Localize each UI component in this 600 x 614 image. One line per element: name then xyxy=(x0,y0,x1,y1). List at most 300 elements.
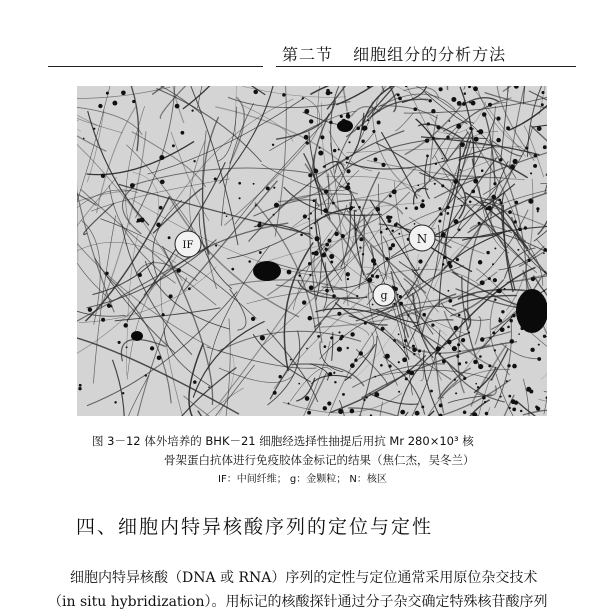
body-line-2: （in situ hybridization）。用标记的核酸探针通过分子杂交确定特殊核苷酸序列 xyxy=(48,594,548,610)
gold-particle xyxy=(374,392,379,397)
gold-particle xyxy=(412,345,415,348)
gold-particle xyxy=(435,163,437,165)
gold-particle xyxy=(524,226,527,229)
gold-particle xyxy=(407,314,409,316)
gold-particle xyxy=(338,149,340,151)
gold-particle xyxy=(317,335,320,338)
gold-particle xyxy=(517,249,519,251)
gold-particle xyxy=(305,396,310,401)
gold-particle xyxy=(132,100,135,103)
gold-particle xyxy=(193,380,197,384)
gold-particle xyxy=(359,351,363,355)
gold-particle xyxy=(413,353,415,355)
gold-particle xyxy=(425,138,429,142)
gold-particle xyxy=(446,205,450,209)
gold-particle xyxy=(290,359,292,361)
section-title: 细胞组分的分析方法 xyxy=(353,45,507,64)
gold-particle xyxy=(114,401,116,403)
gold-particle xyxy=(543,335,546,338)
figure-caption xyxy=(92,432,562,489)
gold-particle xyxy=(324,345,327,348)
gold-particle xyxy=(534,154,538,158)
gold-particle xyxy=(530,348,534,352)
gold-particle xyxy=(323,406,327,410)
gold-particle xyxy=(530,172,532,174)
gold-particle xyxy=(477,130,479,132)
gold-particle xyxy=(398,334,400,336)
gold-particle xyxy=(339,337,342,340)
gold-particle xyxy=(112,101,117,106)
gold-particle xyxy=(347,278,349,280)
gold-particle xyxy=(356,126,360,130)
caption-line-1: 图 3－12 体外培养的 BHK－21 细胞经选择性抽提后用抗 Mr 280×10³ 核 xyxy=(92,434,474,448)
gold-particle xyxy=(214,177,217,180)
gold-particle xyxy=(452,346,457,351)
gold-particle xyxy=(309,285,314,290)
gold-particle xyxy=(442,263,445,266)
gold-particle xyxy=(447,290,449,292)
gold-particle xyxy=(188,287,191,290)
gold-particle xyxy=(327,401,331,405)
gold-particle xyxy=(398,391,400,393)
gold-particle xyxy=(303,214,307,218)
gold-particle xyxy=(389,247,393,251)
gold-particle xyxy=(500,396,502,398)
gold-particle xyxy=(372,304,374,306)
gold-particle xyxy=(412,347,417,352)
gold-particle xyxy=(302,300,306,304)
gold-particle xyxy=(531,277,535,281)
gold-particle xyxy=(474,137,479,142)
gold-particle xyxy=(306,141,309,144)
gold-particle xyxy=(330,261,333,264)
gold-particle xyxy=(322,253,327,258)
gold-particle xyxy=(446,212,449,215)
gold-particle xyxy=(380,231,383,234)
gold-particle xyxy=(458,362,461,365)
gold-particle xyxy=(536,207,539,210)
gold-particle xyxy=(253,90,258,95)
gold-particle xyxy=(169,294,173,298)
gold-particle xyxy=(494,247,496,249)
gold-particle xyxy=(405,207,407,209)
gold-particle xyxy=(366,296,368,298)
gold-particle xyxy=(500,327,505,332)
gold-particle xyxy=(537,210,539,212)
gold-particle xyxy=(224,212,226,214)
gold-particle xyxy=(391,243,395,247)
gold-particle xyxy=(511,316,513,318)
gold-particle xyxy=(337,312,341,316)
gold-particle xyxy=(510,339,515,344)
gold-particle xyxy=(288,403,290,405)
gold-particle xyxy=(325,243,329,247)
gold-particle xyxy=(509,407,511,409)
gold-particle xyxy=(315,236,320,241)
dense-aggregate xyxy=(131,331,143,341)
gold-particle xyxy=(327,239,331,243)
gold-particle xyxy=(478,260,482,264)
gold-particle xyxy=(323,208,328,213)
gold-particle xyxy=(541,103,544,106)
gold-particle xyxy=(473,179,478,184)
gold-particle xyxy=(298,383,300,385)
gold-particle xyxy=(394,223,398,227)
gold-particle xyxy=(101,174,105,178)
gold-particle xyxy=(377,121,381,125)
gold-particle xyxy=(176,268,181,273)
gold-particle xyxy=(442,359,446,363)
gold-particle xyxy=(468,332,470,334)
gold-particle xyxy=(514,220,517,223)
gold-particle xyxy=(381,327,385,331)
gold-particle xyxy=(407,370,411,374)
gold-particle xyxy=(449,120,451,122)
gold-particle xyxy=(101,318,105,322)
gold-particle xyxy=(334,381,336,383)
gold-particle xyxy=(387,219,391,223)
gold-particle xyxy=(314,169,319,174)
gold-particle xyxy=(418,259,422,263)
gold-particle xyxy=(333,149,336,152)
gold-particle xyxy=(460,142,465,147)
gold-particle xyxy=(310,227,312,229)
gold-particle xyxy=(453,179,458,184)
gold-particle xyxy=(139,302,141,304)
gold-particle xyxy=(367,119,369,121)
gold-particle xyxy=(346,114,351,119)
gold-particle xyxy=(338,331,340,333)
gold-particle xyxy=(493,278,497,282)
gold-particle xyxy=(374,158,378,162)
gold-particle xyxy=(313,199,316,202)
gold-particle xyxy=(513,159,518,164)
gold-particle xyxy=(480,337,484,341)
gold-particle xyxy=(475,383,477,385)
gold-particle xyxy=(461,205,463,207)
gold-particle xyxy=(405,377,408,380)
gold-particle xyxy=(465,361,467,363)
gold-particle xyxy=(456,355,459,358)
gold-particle xyxy=(398,361,400,363)
gold-particle xyxy=(364,322,367,325)
gold-particle xyxy=(375,207,380,212)
gold-particle xyxy=(544,271,546,273)
gold-particle xyxy=(386,228,388,230)
gold-particle xyxy=(508,210,512,214)
gold-particle xyxy=(308,218,310,220)
gold-particle xyxy=(512,408,516,412)
gold-particle xyxy=(494,349,496,351)
gold-particle xyxy=(371,258,376,263)
gold-particle xyxy=(538,344,540,346)
gold-particle xyxy=(309,119,313,123)
label-g: g xyxy=(380,289,388,302)
gold-particle xyxy=(350,363,355,368)
gold-particle xyxy=(341,234,345,238)
gold-particle xyxy=(273,391,277,395)
gold-particle xyxy=(350,332,354,336)
gold-particle xyxy=(362,253,364,255)
running-head xyxy=(282,42,506,65)
header-rule-right xyxy=(276,66,576,67)
gold-particle xyxy=(121,90,126,95)
gold-particle xyxy=(88,308,92,312)
gold-particle xyxy=(337,347,342,352)
gold-particle xyxy=(181,131,185,135)
gold-particle xyxy=(507,326,510,329)
gold-particle xyxy=(160,180,165,185)
gold-particle xyxy=(488,277,491,280)
gold-particle xyxy=(442,232,444,234)
gold-particle xyxy=(431,109,435,113)
gold-particle xyxy=(363,126,368,131)
gold-particle xyxy=(496,117,500,121)
gold-particle xyxy=(346,169,350,173)
gold-particle xyxy=(191,109,193,111)
gold-particle xyxy=(327,91,331,95)
gold-particle xyxy=(157,355,162,360)
gold-particle xyxy=(473,360,477,364)
gold-particle xyxy=(482,396,486,400)
gold-particle xyxy=(478,222,481,225)
gold-particle xyxy=(443,256,446,259)
gold-particle xyxy=(226,215,228,217)
gold-particle xyxy=(541,91,544,94)
gold-particle xyxy=(506,380,508,382)
gold-particle xyxy=(374,376,376,378)
gold-particle xyxy=(253,183,255,185)
gold-particle xyxy=(309,274,311,276)
gold-particle xyxy=(348,141,350,143)
gold-particle xyxy=(479,355,482,358)
gold-particle xyxy=(464,92,467,95)
gold-particle xyxy=(441,158,443,160)
gold-particle xyxy=(434,183,436,185)
gold-particle xyxy=(543,290,545,292)
gold-particle xyxy=(123,323,127,327)
gold-particle xyxy=(329,121,332,124)
gold-particle xyxy=(455,392,457,394)
gold-particle xyxy=(106,92,109,95)
gold-particle xyxy=(441,184,444,187)
gold-particle xyxy=(319,147,321,149)
gold-particle xyxy=(304,109,309,114)
header-rule-left xyxy=(48,66,263,67)
gold-particle xyxy=(478,364,483,369)
gold-particle xyxy=(459,350,461,352)
gold-particle xyxy=(439,87,443,91)
gold-particle xyxy=(107,304,111,308)
gold-particle xyxy=(130,183,135,188)
gold-particle xyxy=(499,158,502,161)
gold-particle xyxy=(399,295,402,298)
dense-aggregate xyxy=(516,289,547,333)
caption-legend: IF：中间纤维； g：金颗粒； N：核区 xyxy=(218,474,387,485)
gold-particle xyxy=(498,319,502,323)
gold-particle xyxy=(504,288,506,290)
gold-particle xyxy=(358,206,361,209)
gold-particle xyxy=(105,272,108,275)
gold-particle xyxy=(430,390,433,393)
gold-particle xyxy=(371,274,374,277)
micrograph-figure xyxy=(77,86,547,416)
gold-particle xyxy=(325,289,329,293)
gold-particle xyxy=(482,112,487,117)
caption-line-2: 骨架蛋白抗体进行免疫胶体金标记的结果（焦仁杰，吴冬兰） xyxy=(164,453,475,467)
gold-particle xyxy=(458,314,461,317)
gold-particle xyxy=(457,101,462,106)
body-text xyxy=(48,566,593,614)
gold-particle xyxy=(393,303,395,305)
gold-particle xyxy=(279,375,282,378)
gold-particle xyxy=(118,341,121,344)
gold-particle xyxy=(447,340,451,344)
gold-particle xyxy=(436,125,440,129)
gold-particle xyxy=(386,215,390,219)
gold-particle xyxy=(496,289,500,293)
gold-particle xyxy=(404,339,407,342)
gold-particle xyxy=(138,273,142,277)
gold-particle xyxy=(350,206,353,209)
gold-particle xyxy=(456,258,459,261)
gold-particle xyxy=(473,86,478,91)
gold-particle xyxy=(393,339,396,342)
gold-particle xyxy=(446,136,449,139)
gold-particle xyxy=(494,299,496,301)
gold-particle xyxy=(469,200,472,203)
gold-particle xyxy=(328,372,332,376)
gold-particle xyxy=(310,212,312,214)
gold-particle xyxy=(259,251,262,254)
gold-particle xyxy=(354,359,357,362)
gold-particle xyxy=(537,357,541,361)
gold-particle xyxy=(136,221,138,223)
gold-particle xyxy=(528,199,533,204)
gold-particle xyxy=(427,122,430,125)
gold-particle xyxy=(79,384,82,387)
gold-particle xyxy=(413,107,417,111)
gold-particle xyxy=(150,346,154,350)
gold-particle xyxy=(208,386,210,388)
gold-particle xyxy=(436,346,441,351)
gold-particle xyxy=(272,144,274,146)
gold-particle xyxy=(543,248,547,252)
gold-particle xyxy=(463,319,465,321)
gold-particle xyxy=(439,212,442,215)
gold-particle xyxy=(274,203,279,208)
body-line-1: 细胞内特异核酸（DNA 或 RNA）序列的定性与定位通常采用原位杂交技术 xyxy=(70,570,538,586)
gold-particle xyxy=(471,190,475,194)
gold-particle xyxy=(156,223,160,227)
gold-particle xyxy=(340,115,343,118)
gold-particle xyxy=(159,155,164,160)
gold-particle xyxy=(506,126,510,130)
gold-particle xyxy=(330,336,333,339)
gold-particle xyxy=(480,280,485,285)
gold-particle xyxy=(478,129,483,134)
gold-particle xyxy=(500,202,503,205)
gold-particle xyxy=(454,219,459,224)
gold-particle xyxy=(512,364,517,369)
gold-particle xyxy=(345,185,350,190)
gold-particle xyxy=(498,199,501,202)
label-if-marker xyxy=(175,231,201,257)
gold-particle xyxy=(367,278,372,283)
gold-particle xyxy=(403,346,405,348)
gold-particle xyxy=(414,223,416,225)
gold-particle xyxy=(448,299,452,303)
gold-particle xyxy=(320,135,324,139)
gold-particle xyxy=(385,354,390,359)
label-if: IF xyxy=(182,240,194,251)
gold-particle xyxy=(512,314,515,317)
gold-particle xyxy=(298,274,301,277)
gold-particle xyxy=(307,411,311,415)
gold-particle xyxy=(508,395,511,398)
gold-particle xyxy=(306,348,308,350)
gold-particle xyxy=(496,138,501,143)
gold-particle xyxy=(359,246,361,248)
gold-particle xyxy=(520,410,522,412)
gold-particle xyxy=(463,411,467,415)
gold-particle xyxy=(484,401,486,403)
gold-particle xyxy=(162,313,165,316)
gold-particle xyxy=(215,245,217,247)
gold-particle xyxy=(273,214,275,216)
gold-particle xyxy=(346,113,348,115)
gold-particle xyxy=(122,392,124,394)
gold-particle xyxy=(471,101,476,106)
gold-particle xyxy=(314,251,319,256)
gold-particle xyxy=(381,163,385,167)
gold-particle xyxy=(422,313,426,317)
gold-particle xyxy=(342,393,345,396)
gold-particle xyxy=(417,184,419,186)
gold-particle xyxy=(338,409,343,414)
gold-particle xyxy=(420,203,425,208)
gold-particle xyxy=(324,248,327,251)
gold-particle xyxy=(439,353,441,355)
gold-particle xyxy=(421,199,424,202)
gold-particle xyxy=(257,223,261,227)
gold-particle xyxy=(324,189,328,193)
gold-particle xyxy=(454,379,456,381)
gold-particle xyxy=(385,257,388,260)
gold-particle xyxy=(438,207,441,210)
gold-particle xyxy=(515,201,519,205)
gold-particle xyxy=(78,387,81,390)
gold-particle xyxy=(346,272,350,276)
gold-particle xyxy=(510,319,513,322)
gold-particle xyxy=(415,411,420,416)
gold-particle xyxy=(438,220,441,223)
gold-particle xyxy=(499,317,501,319)
gold-particle xyxy=(526,387,531,392)
gold-particle xyxy=(287,270,292,275)
gold-particle xyxy=(255,204,257,206)
gold-particle xyxy=(485,412,489,416)
gold-particle xyxy=(346,162,348,164)
gold-particle xyxy=(491,195,496,200)
gold-particle xyxy=(460,169,462,171)
gold-particle xyxy=(175,104,180,109)
gold-particle xyxy=(332,294,336,298)
gold-particle xyxy=(510,165,515,170)
gold-particle xyxy=(363,399,365,401)
gold-particle xyxy=(414,206,418,210)
gold-particle xyxy=(347,347,349,349)
